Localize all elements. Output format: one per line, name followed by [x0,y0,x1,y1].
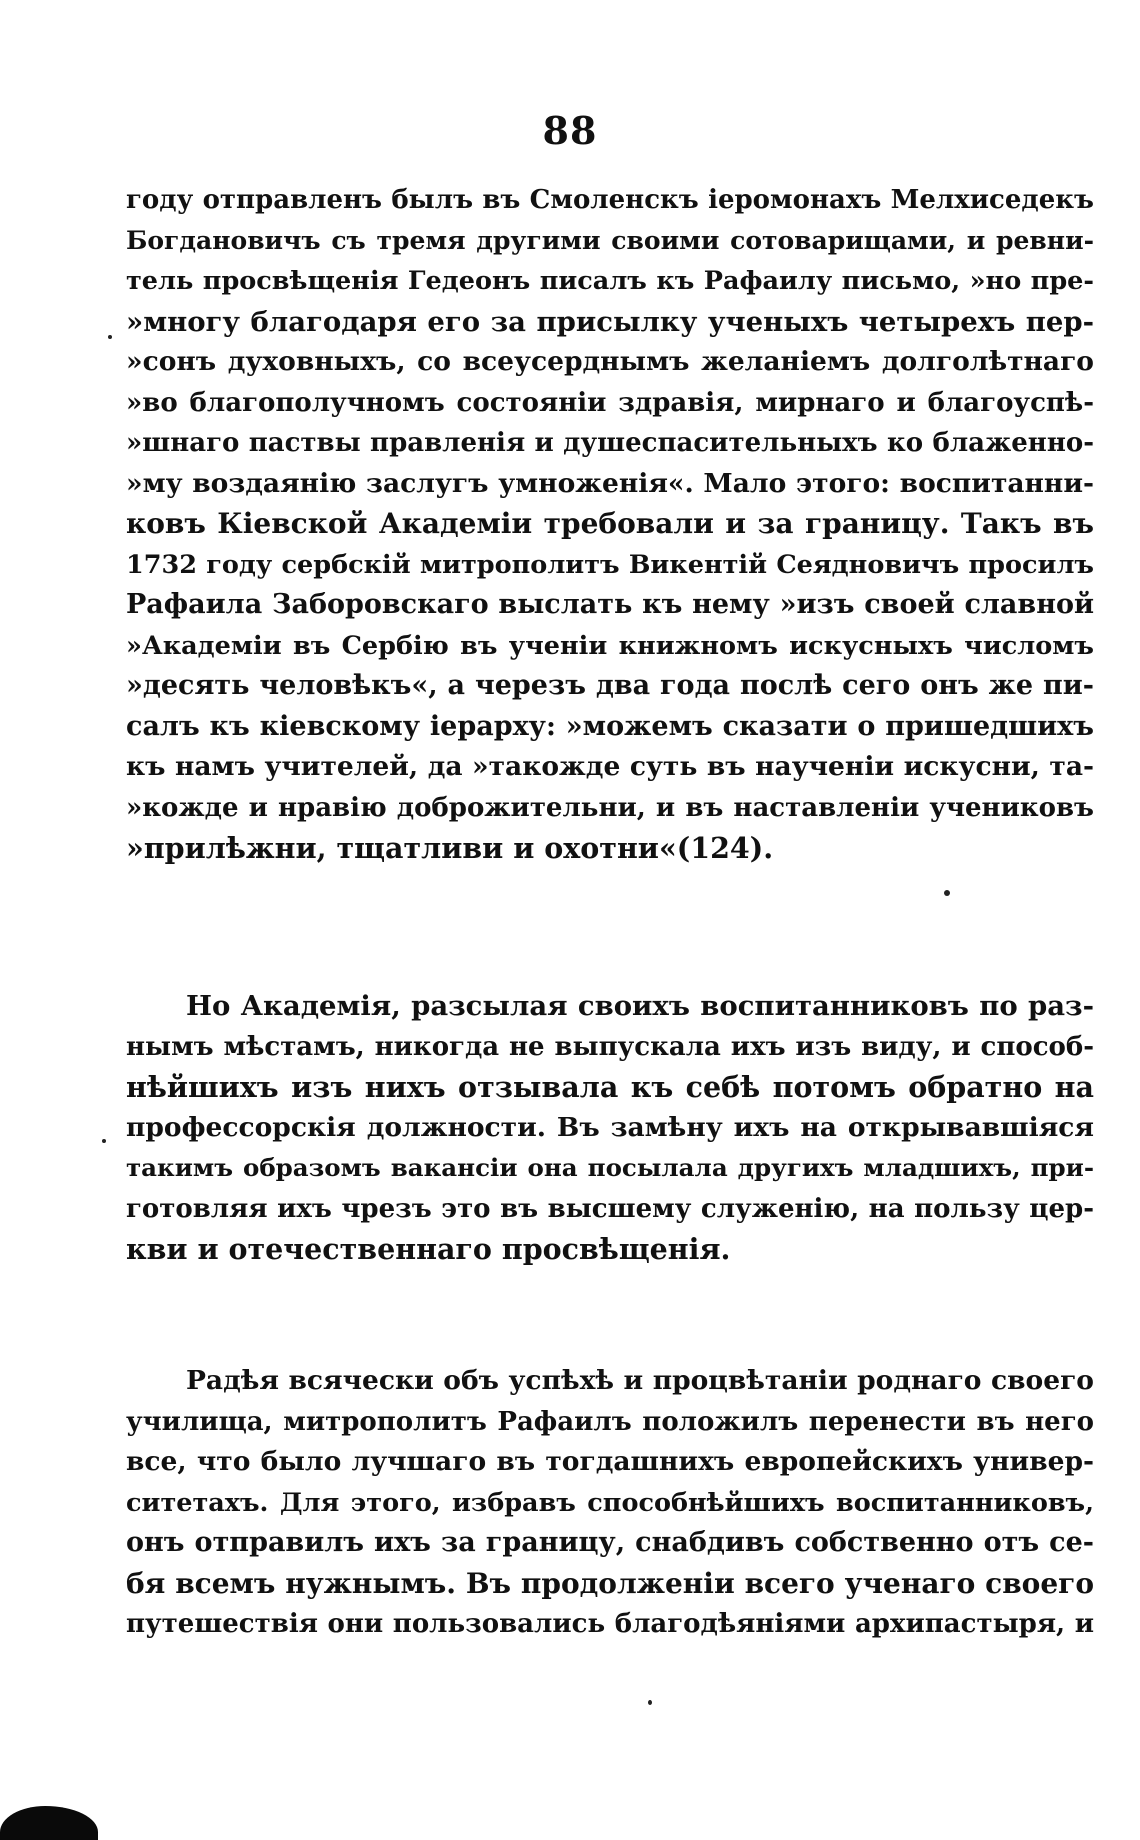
text-line: все, что было лучшаго въ тогдашнихъ европейскихъ универ- [126,1446,1094,1477]
text-line: 1732 году сербскій митрополитъ Викентій Сеядновичъ просилъ [126,549,1094,580]
paragraph-1 [126,180,1094,869]
text-line: нѣйшихъ изъ нихъ отзывала къ себѣ потомъ обратно на [126,1070,1094,1104]
print-speck [944,890,950,896]
text-line: училища, митрополитъ Рафаилъ положилъ перенести въ него [126,1406,1094,1437]
print-speck [102,1139,106,1143]
text-line: путешествія они пользовались благодѣяніями архипастыря, и [126,1609,1094,1639]
text-line: нымъ мѣстамъ, никогда не выпускала ихъ изъ виду, и способ- [126,1031,1094,1062]
text-line: ситетахъ. Для этого, избравъ способнѣйшихъ воспитанниковъ, [126,1487,1094,1518]
text-line: салъ къ кіевскому іерарху: »можемъ сказати о пришедшихъ [126,710,1094,742]
text-line: »шнаго паствы правленія и душеспасительныхъ ко блаженно- [126,428,1094,458]
text-line: »му воздаянію заслугъ умноженія«. Мало этого: воспитанни- [126,467,1094,499]
text-line: »прилѣжни, тщатливи и охотни«(124). [126,831,774,865]
text-line: къ намъ учителей, да »такожде суть въ наученіи искусни, та- [126,751,1094,782]
page-number: 88 [542,108,598,153]
print-speck [108,335,112,339]
text-line: Радѣя всячески объ успѣхѣ и процвѣтаніи роднаго своего [186,1365,1094,1396]
text-line: »кожде и нравію доброжительни, и въ наставленіи учениковъ [126,792,1094,823]
text-line: тель просвѣщенія Гедеонъ писалъ къ Рафаилу письмо, »но пре- [126,266,1094,296]
paragraph-3 [126,1361,1094,1645]
text-line: ковъ Кіевской Академіи требовали и за границу. Такъ въ [126,507,1094,540]
ink-blot [0,1806,98,1840]
text-line: »многу благодаря его за присылку ученыхъ четырехъ пер- [126,305,1094,338]
text-line: профессорскія должности. Въ замѣну ихъ на открывавшіяся [126,1111,1094,1143]
text-line: году отправленъ былъ въ Смоленскъ іеромонахъ Мелхиседекъ [126,185,1094,215]
text-line: Рафаила Заборовскаго выслать къ нему »изъ своей славной [126,589,1094,620]
text-line: Но Академія, разсылая своихъ воспитанниковъ по раз- [186,990,1094,1022]
text-line: готовляя ихъ чрезъ это въ высшему служенію, на пользу цер- [126,1193,1094,1224]
text-line: »сонъ духовныхъ, со всеусерднымъ желаніемъ долголѣтнаго [126,346,1094,377]
paragraph-2 [126,986,1094,1270]
text-line: онъ отправилъ ихъ за границу, снабдивъ собственно отъ се- [126,1527,1094,1558]
text-line: кви и отечественнаго просвѣщенія. [126,1232,731,1266]
text-line: »Академіи въ Сербію въ ученіи книжномъ искусныхъ числомъ [126,630,1094,661]
text-line: такимъ образомъ вакансіи она посылала другихъ младшихъ, при- [126,1153,1094,1182]
text-line: »во благополучномъ состояніи здравія, мирнаго и благоуспѣ- [126,387,1094,418]
print-speck [648,1700,652,1705]
text-line: бя всемъ нужнымъ. Въ продолженіи всего ученаго своего [126,1566,1094,1600]
text-line: »десять человѣкъ«, а черезъ два года послѣ сего онъ же пи- [126,670,1094,701]
text-line: Богдановичъ съ тремя другими своими сотоварищами, и ревни- [126,225,1094,255]
